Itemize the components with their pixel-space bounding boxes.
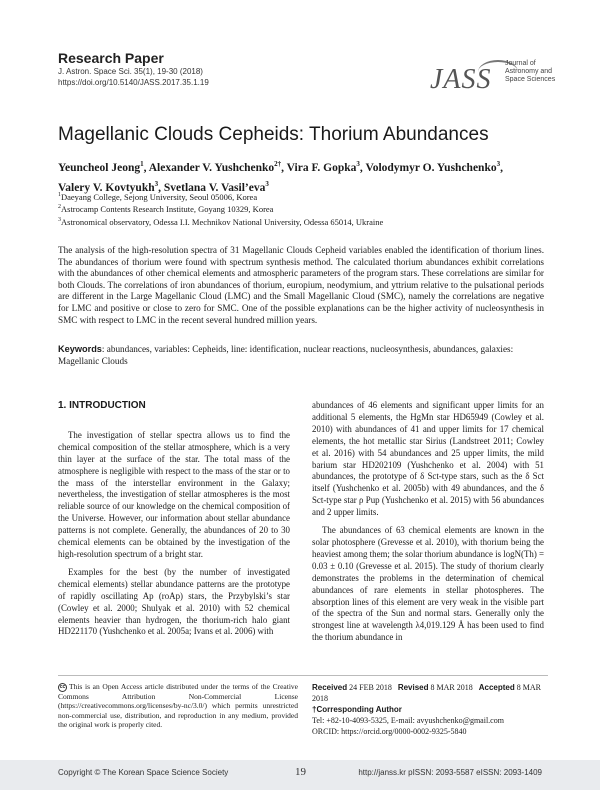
left-column [58, 400, 290, 644]
keywords [58, 344, 544, 367]
affiliation: $^2$Astrocamp Contents Research Institute, Goyang 10329, Korea [58, 204, 274, 215]
copyright-text: Copyright © The Korean Space Science Society [58, 768, 229, 777]
body-paragraph: The abundances of 63 chemical elements are known in the solar photosphere (Grevesse et al. 2010), with thorium being the heaviest among them; the solar thorium abundance is logN(Th) = 0.03 ± 0.10 (Grevesse et al. 2015). The study of thorium clearly demonstrates the problems in the determination of chemical abundances of rare elements in stellar photospheres. The absorption lines of this element are very weak in the visible part of the spectra of the Sun and normal stars. Generally only the strongest line at wavelength λ4,019.129 Å has been used to find the thorium abundance in [312, 525, 544, 643]
author: Svetlana V. Vasil’eva$^3$ [163, 179, 269, 194]
right-column [312, 400, 544, 650]
dates-line: Received 24 FEB 2018 Revised 8 MAR 2018 Accepted 8 MAR 2018 [312, 683, 541, 703]
logo-subtitle-line: Space Sciences [505, 76, 556, 83]
logo-subtitle-line: Astronomy and [505, 68, 553, 75]
author: Yeuncheol Jeong$^1$ [58, 160, 144, 174]
author: Vira F. Gopka$^3$ [286, 160, 360, 174]
author-line: Valery V. Kovtyukh$^3$, Svetlana V. Vasil’eva$^3$ [58, 179, 269, 194]
author: Volodymyr O. Yushchenko$^3$ [365, 160, 501, 174]
affiliation: $^3$Astronomical observatory, Odessa I.I. Mechnikov National University, Odessa 65014, Ukraine [58, 216, 384, 227]
open-access-text: This is an Open Access article distributed under the terms of the Creative Commons Attribution Non-Commercial License (https://creativecommons.org/licenses/by-nc/3.0/) which permits unrestricted non-commercial use, distribution, and reproduction in any medium, provided the original work is properly cited. [58, 682, 298, 730]
affiliation: $^1$Daeyang College, Sejong University, Seoul 05006, Korea [58, 191, 258, 202]
logo-subtitle [505, 60, 575, 84]
section-heading: 1. INTRODUCTION [58, 400, 146, 411]
journal-issn: http://janss.kr pISSN: 2093-5587 eISSN: 2093-1409 [358, 768, 542, 777]
orcid-link[interactable]: ORCID: https://orcid.org/0000-0002-9325-5840 [312, 727, 467, 736]
corresponding-author-label: †Corresponding Author [312, 705, 402, 714]
author: Valery V. Kovtyukh$^3$ [58, 179, 159, 194]
page-number: 19 [295, 766, 306, 778]
article-history [312, 682, 552, 737]
article-type-label: Research Paper [58, 50, 164, 66]
creative-commons-icon: cc [59, 683, 66, 690]
logo-subtitle-line: Journal of [505, 60, 536, 67]
author: Alexander V. Yushchenko$^{2\dagger}$ [148, 160, 282, 174]
paper-title: Magellanic Clouds Cepheids: Thorium Abundances [58, 124, 489, 145]
corresponding-contact[interactable]: Tel: +82-10-4093-5325, E-mail: avyushchenko@gmail.com [312, 716, 504, 725]
abstract: The analysis of the high-resolution spectra of 31 Magellanic Clouds Cepheid variables enabled the identification of thorium lines. The abundances of thorium were found with spectrum synthesis method. The calculated thorium abundances exhibit correlations with the abundances of other chemical elements and atmospheric parameters of the program stars. These correlations are similar for both Clouds. The correlations of iron abundances of thorium, europium, neodymium, and yttrium relative to the pulsational periods are different in the Large Magellanic Cloud (LMC) and the Small Magellanic Cloud (SMC), namely the correlations are negative for LMC and positive or close to zero for SMC. One of the possible explanations can be the higher activity of nucleosynthesis in SMC with respect to LMC in the recent several hundred million years. [58, 245, 544, 325]
doi-link[interactable]: https://doi.org/10.5140/JASS.2017.35.1.19 [58, 78, 209, 87]
author-line: Yeuncheol Jeong$^1$, Alexander V. Yushchenko$^{2\dagger}$, Vira F. Gopka$^3$, Volodymyr O. Yushchenko$^3$, [58, 160, 503, 174]
body-paragraph: Examples for the best (by the number of investigated chemical elements) stellar abundance patterns are the prototype of rapidly oscillating Ap (roAp) stars, the Przybylski’s star (Cowley et al. 2000; Shulyak et al. 2010) with 52 chemical elements heavier than hydrogen, the thorium-rich halo giant HD221170 (Yushchenko et al. 2005a; Ivans et al. 2006) with [58, 566, 290, 637]
body-paragraph: The investigation of stellar spectra allows us to find the chemical composition of the stellar atmosphere, which is a very thin layer at the surface of the star. The total mass of the atmosphere is negligible with respect to the mass of the star or to the mass of the interstellar environment in the Galaxy; nevertheless, the investigation of stellar atmospheres is the most reliable source of our knowledge on the chemical composition of the Universe. However, our information about stellar abundance patterns is not complete. Generally, the abundances of 20 to 30 chemical elements can be obtained by the investigation of the high-resolution spectrum of a bright star. [58, 429, 290, 559]
open-access-note [58, 682, 298, 730]
journal-logo [430, 58, 570, 102]
logo-text: JASS [430, 64, 492, 95]
body-paragraph: abundances of 46 elements and significant upper limits for an additional 5 elements, the HgMn star HD65949 (Cowley et al. 2010) with abundances of 41 and upper limits for 17 chemical elements, the hot metallic star Sirius (Landstreet 2011; Cowley et al. 2016) with 54 abundances and 25 upper limits, the mild barium star HD202109 (Yushchenko et al. 2004) with 51 abundances, the prototype of δ Sct-type stars, such as the δ Sct itself (Yushchenko et al. 2005b) with 49 abundances, and the δ Sct-type star ρ Pup (Yushchenko et al. 2015) with 56 abundances and 2 upper limits. [312, 400, 544, 518]
keywords-label: Keywords [58, 344, 102, 354]
citation: J. Astron. Space Sci. 35(1), 19-30 (2018) [58, 67, 203, 76]
keywords-text: : abundances, variables: Cepheids, line: identification, nuclear reactions, nucleosynthesis, abundances, galaxies: Magellanic Clouds [58, 344, 514, 366]
affiliations [58, 190, 558, 227]
footnote-divider [58, 675, 548, 676]
